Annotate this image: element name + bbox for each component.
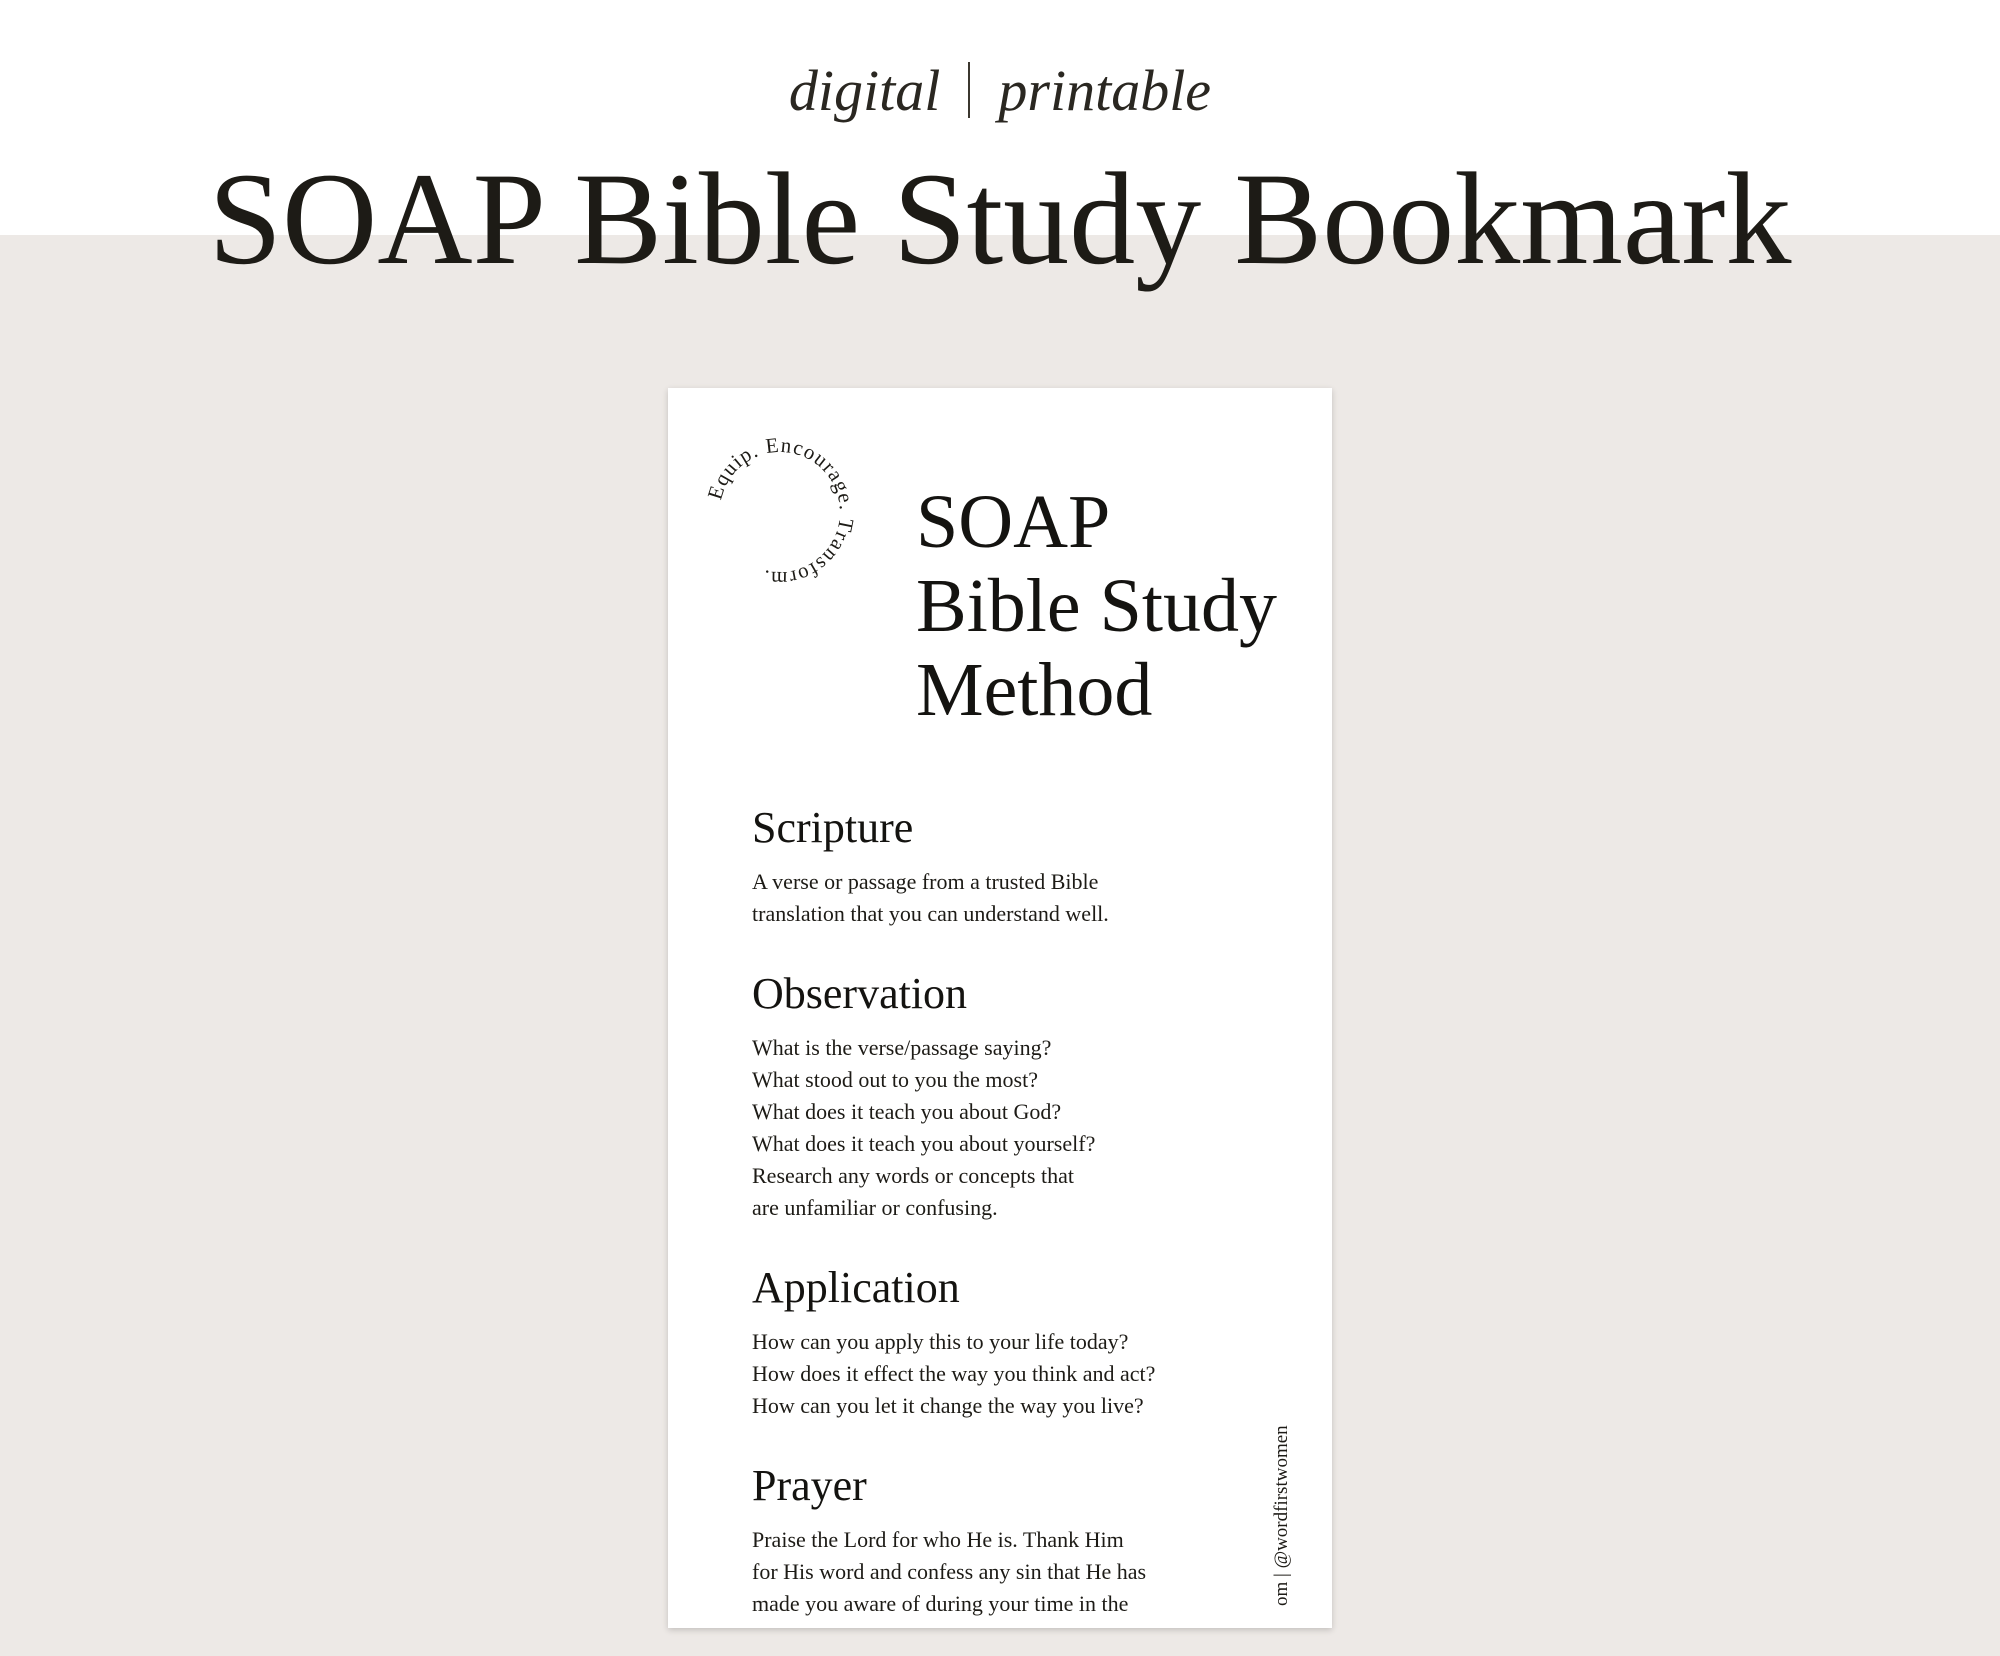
bookmark-title [916, 480, 1277, 732]
section-line: How can you apply this to your life today? [752, 1329, 1129, 1354]
format-printable: printable [998, 58, 1212, 123]
section-line: are unfamiliar or confusing. [752, 1195, 998, 1220]
section-line: How does it effect the way you think and act? [752, 1361, 1156, 1386]
section-heading: Application [752, 1263, 960, 1312]
section-line: What is the verse/passage saying? [752, 1035, 1052, 1060]
seal-text: Equip. Encourage. Transform. [702, 432, 860, 592]
section-line: translation that you can understand well. [752, 901, 1109, 926]
bookmark-title-line: SOAP [916, 480, 1111, 564]
bookmark-title-line: Method [916, 648, 1153, 732]
soap-sections [752, 800, 1292, 1656]
section-line: What does it teach you about God? [752, 1099, 1062, 1124]
section-line: What does it teach you about yourself? [752, 1131, 1096, 1156]
section-scripture [752, 800, 1292, 930]
circular-seal-logo [700, 432, 860, 592]
section-application [752, 1260, 1292, 1422]
format-divider [968, 62, 970, 118]
section-observation [752, 966, 1292, 1224]
section-line: Research any words or concepts that [752, 1163, 1074, 1188]
svg-text:Equip. Encourage. Transform. [703, 433, 860, 591]
section-line: What stood out to you the most? [752, 1067, 1038, 1092]
section-line: How can you let it change the way you live? [752, 1393, 1144, 1418]
section-heading: Observation [752, 969, 968, 1018]
section-line: made you aware of during your time in the [752, 1591, 1129, 1616]
section-prayer [752, 1458, 1292, 1620]
section-heading: Prayer [752, 1461, 867, 1510]
section-line: Praise the Lord for who He is. Thank Him [752, 1527, 1124, 1552]
page-title: SOAP Bible Study Bookmark [208, 145, 1792, 292]
section-heading: Scripture [752, 803, 914, 852]
section-line: A verse or passage from a trusted Bible [752, 869, 1099, 894]
section-line: for His word and confess any sin that He has [752, 1559, 1147, 1584]
bookmark-title-line: Bible Study [916, 564, 1278, 648]
format-labels [0, 58, 2000, 123]
footer-handle: om | @wordfirstwomen [1271, 1425, 1292, 1606]
format-digital: digital [788, 58, 941, 123]
